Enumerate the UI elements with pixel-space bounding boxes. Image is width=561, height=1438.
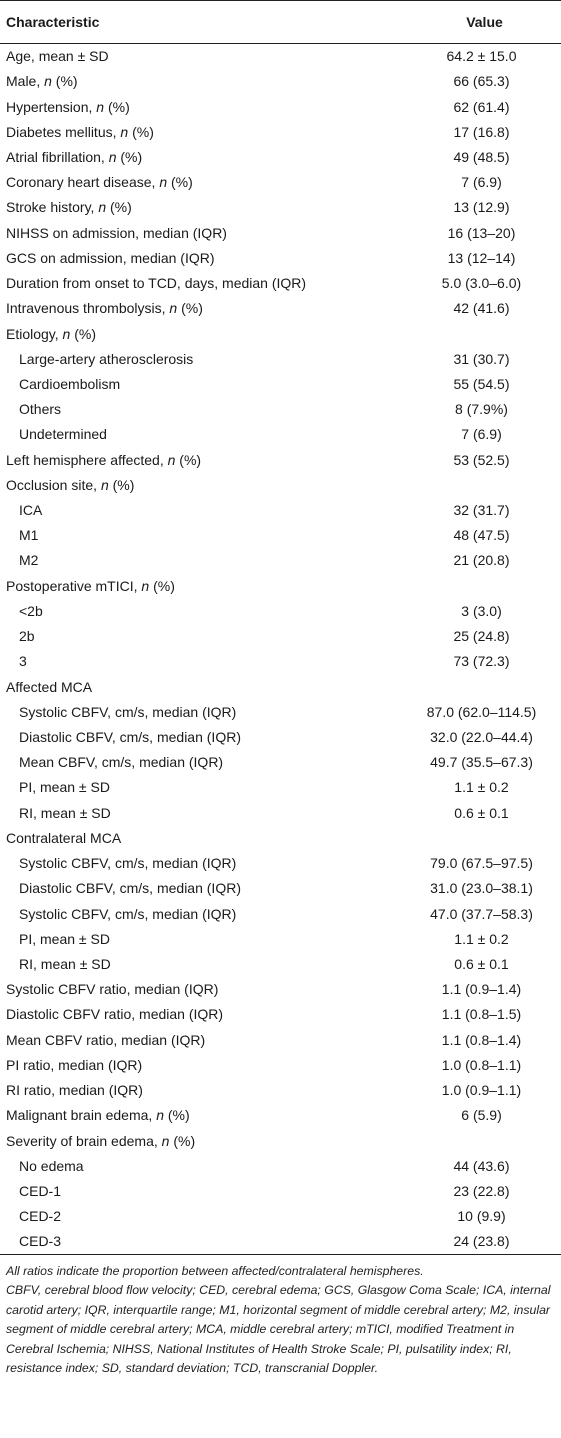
characteristic-label: PI ratio, median (IQR) [6,1056,143,1073]
table-row [0,144,561,169]
table-row [0,397,561,422]
row-value: 1.1 (0.8–1.5) [441,1006,522,1023]
table-row [0,649,561,674]
characteristic-label: NIHSS on admission, median (IQR) [6,224,227,241]
row-characteristic [0,119,402,144]
characteristic-label: Atrial fibrillation, [6,148,109,165]
count-symbol: n [141,577,150,594]
row-value: 24 (23.8) [402,1229,561,1254]
row-value: 7 (6.9) [461,174,502,191]
table-row [0,220,561,245]
characteristic-label: Diabetes mellitus, [6,123,121,140]
table-row [0,548,561,573]
table-row [0,598,561,623]
table-row [0,44,561,69]
characteristic-label: Stroke history, [6,199,99,216]
row-value: 32 (31.7) [453,502,510,519]
table-row [0,371,561,396]
table-row [0,472,561,497]
table-row [0,1128,561,1153]
row-value: 5.0 (3.0–6.0) [441,275,522,292]
row-characteristic [0,447,402,472]
row-value: 87.0 (62.0–114.5) [426,703,537,720]
row-characteristic [0,296,402,321]
row-characteristic [0,1027,402,1052]
table-row [0,497,561,522]
row-value [402,573,561,598]
table-row [0,296,561,321]
row-value: 55 (54.5) [453,375,510,392]
row-value: 25 (24.8) [453,628,510,645]
row-value: 16 (13–20) [447,224,516,241]
row-characteristic [0,472,402,497]
row-characteristic [0,270,402,295]
row-characteristic [0,94,402,119]
characteristic-label: Others [19,401,62,418]
row-characteristic [0,1103,402,1128]
table-body [0,44,561,1255]
table-row [0,1027,561,1052]
table-row [0,977,561,1002]
characteristic-label: Diastolic CBFV, cm/s, median (IQR) [19,880,241,897]
characteristic-unit: (%) [106,199,132,216]
row-characteristic [0,1002,402,1027]
characteristic-label: Duration from onset to TCD, days, median (IQR) [6,275,307,292]
table-row [0,901,561,926]
row-characteristic [0,144,402,169]
row-characteristic [0,825,402,850]
ratio-footnote: All ratios indicate the proportion between affected/contralateral hemispheres. [6,1263,424,1278]
row-characteristic [0,220,402,245]
table-row [0,170,561,195]
characteristic-label: Etiology, [6,325,63,342]
row-value: 6 (5.9) [461,1107,502,1124]
row-value: 1.0 (0.8–1.1) [441,1056,522,1073]
row-value [402,472,561,497]
row-value: 1.1 (0.8–1.4) [441,1031,522,1048]
row-value [402,825,561,850]
characteristic-label: Coronary heart disease, [6,174,160,191]
abbreviations-footnote: CBFV, cerebral blood flow velocity; CED, cerebral edema; GCS, Glasgow Coma Scale; ICA, internal carotid artery; IQR, interquartile range; M1, horizontal segment of middle cerebral artery; M2, insular segment of middle cerebral artery; MCA, middle cerebral artery; mTICI, modified Treatment in Cerebral Ischemia; NIHSS, National Institutes of Health Stroke Scale; PI, pulsatility index; RI, resistance index; SD, standard deviation; TCD, transcranial Doppler. [6,1283,551,1376]
count-symbol: n [108,148,117,165]
row-value: 1.1 ± 0.2 [454,930,509,947]
row-characteristic [0,170,402,195]
characteristic-label: Severity of brain edema, [6,1132,162,1149]
count-symbol: n [98,199,107,216]
table-row [0,69,561,94]
row-characteristic [0,699,402,724]
row-value: 62 (61.4) [453,98,510,115]
table-row [0,1052,561,1077]
table-row [0,422,561,447]
row-characteristic [0,548,402,573]
row-characteristic [0,851,402,876]
row-value: 10 (9.9) [457,1208,506,1225]
characteristic-label: Undetermined [19,426,107,443]
row-characteristic [0,624,402,649]
row-value: 79.0 (67.5–97.5) [430,855,533,872]
characteristic-label: ICA [19,502,43,519]
characteristic-label: RI ratio, median (IQR) [6,1082,143,1099]
row-characteristic [0,901,402,926]
characteristic-label: Diastolic CBFV ratio, median (IQR) [6,1006,224,1023]
characteristic-label: Contralateral MCA [6,829,122,846]
row-value: 64.2 ± 15.0 [446,48,517,65]
characteristic-label: PI, mean ± SD [19,779,110,796]
characteristic-label: RI, mean ± SD [19,955,111,972]
row-characteristic [0,1204,402,1229]
table-row [0,1178,561,1203]
row-characteristic [0,422,402,447]
table-row [0,1077,561,1102]
header-row [0,1,561,44]
table-row [0,876,561,901]
characteristic-label: Diastolic CBFV, cm/s, median (IQR) [19,729,241,746]
row-value: 7 (6.9) [461,426,502,443]
row-characteristic [0,1229,402,1254]
row-value: 1.0 (0.9–1.1) [441,1082,522,1099]
characteristic-label: Left hemisphere affected, [6,451,168,468]
row-value: 53 (52.5) [453,451,510,468]
table-row [0,447,561,472]
characteristic-label: 2b [19,628,35,645]
count-symbol: n [62,325,71,342]
row-value: 17 (16.8) [453,123,510,140]
row-value: 0.6 ± 0.1 [454,955,509,972]
table-row [0,119,561,144]
characteristic-label: CED-2 [19,1208,62,1225]
characteristic-label: Systolic CBFV, cm/s, median (IQR) [19,905,237,922]
table-row [0,851,561,876]
table-row [0,94,561,119]
table-row [0,573,561,598]
row-value: 31.0 (23.0–38.1) [430,880,533,897]
row-value: 13 (12–14) [447,249,516,266]
count-symbol: n [100,476,109,493]
row-value: 13 (12.9) [453,199,510,216]
row-characteristic [0,750,402,775]
row-value: 49 (48.5) [453,148,510,165]
characteristic-unit: (%) [70,325,97,342]
characteristic-label: CED-1 [19,1182,62,1199]
characteristic-label: Age, mean ± SD [6,48,109,65]
row-characteristic [0,1153,402,1178]
characteristic-label: 3 [19,653,27,670]
row-value: 49.7 (35.5–67.3) [430,754,533,771]
characteristic-unit: (%) [164,1107,190,1124]
characteristic-label: Mean CBFV, cm/s, median (IQR) [19,754,224,771]
table-row [0,245,561,270]
row-characteristic [0,397,402,422]
row-characteristic [0,926,402,951]
table-row [0,926,561,951]
row-value: 73 (72.3) [453,653,510,670]
row-characteristic [0,876,402,901]
characteristic-label: CED-3 [19,1233,62,1250]
table-row [0,1103,561,1128]
table-row [0,1153,561,1178]
table-row [0,1229,561,1254]
table-row [0,674,561,699]
count-symbol: n [161,1132,170,1149]
row-characteristic [0,195,402,220]
row-value [402,321,561,346]
row-value: 42 (41.6) [453,300,510,317]
characteristic-label: Intravenous thrombolysis, [6,300,170,317]
characteristic-label: Affected MCA [6,678,93,695]
characteristic-label: <2b [19,602,43,619]
row-value: 31 (30.7) [453,350,510,367]
characteristic-unit: (%) [149,577,175,594]
row-characteristic [0,1178,402,1203]
table-row [0,951,561,976]
row-characteristic [0,775,402,800]
table-row [0,195,561,220]
column-header-value: Value [402,1,561,44]
row-characteristic [0,245,402,270]
characteristic-unit: (%) [167,174,193,191]
row-characteristic [0,724,402,749]
table-row [0,775,561,800]
table-row [0,270,561,295]
row-characteristic [0,800,402,825]
characteristic-label: GCS on admission, median (IQR) [6,249,215,266]
table-row [0,825,561,850]
row-value: 3 (3.0) [461,602,502,619]
count-symbol: n [156,1107,164,1124]
row-characteristic [0,371,402,396]
row-value: 1.1 (0.9–1.4) [441,981,522,998]
row-characteristic [0,1128,402,1153]
characteristic-unit: (%) [104,98,130,115]
characteristic-unit: (%) [108,476,135,493]
characteristic-label: Large-artery atherosclerosis [19,350,194,367]
row-value: 8 (7.9%) [455,401,508,418]
row-value: 66 (65.3) [453,73,510,90]
row-characteristic [0,977,402,1002]
table-row [0,1204,561,1229]
row-characteristic [0,674,402,699]
row-value: 47.0 (37.7–58.3) [430,905,533,922]
characteristic-unit: (%) [169,1132,196,1149]
characteristic-label: Male, [6,73,45,90]
column-header-characteristic: Characteristic [0,1,402,44]
row-characteristic [0,573,402,598]
characteristic-unit: (%) [51,73,78,90]
characteristic-label: Mean CBFV ratio, median (IQR) [6,1031,206,1048]
row-characteristic [0,321,402,346]
table-row [0,699,561,724]
characteristic-label: Cardioembolism [19,375,121,392]
row-characteristic [0,649,402,674]
row-value: 44 (43.6) [453,1157,510,1174]
characteristic-label: PI, mean ± SD [19,930,110,947]
characteristic-unit: (%) [177,300,203,317]
row-characteristic [0,598,402,623]
table-row [0,724,561,749]
row-characteristic [0,1052,402,1077]
table-row [0,321,561,346]
row-characteristic [0,523,402,548]
row-characteristic [0,44,402,69]
count-symbol: n [120,123,129,140]
row-characteristic [0,1077,402,1102]
count-symbol: n [96,98,105,115]
table-row [0,346,561,371]
row-value [402,1128,561,1153]
characteristic-label: M1 [19,527,39,544]
row-value: 23 (22.8) [453,1182,510,1199]
count-symbol: n [44,73,52,90]
count-symbol: n [167,451,176,468]
characteristic-label: M2 [19,552,39,569]
characteristic-unit: (%) [128,123,154,140]
row-characteristic [0,951,402,976]
characteristic-label: Hypertension, [6,98,97,115]
row-characteristic [0,69,402,94]
characteristic-label: No edema [19,1157,84,1174]
count-symbol: n [169,300,178,317]
row-value: 1.1 ± 0.2 [454,779,509,796]
row-value: 21 (20.8) [453,552,510,569]
row-value: 48 (47.5) [453,527,510,544]
table-row [0,523,561,548]
characteristic-label: Systolic CBFV ratio, median (IQR) [6,981,219,998]
table-header [0,1,561,44]
table-row [0,800,561,825]
characteristic-unit: (%) [116,148,143,165]
characteristic-label: Malignant brain edema, [6,1107,157,1124]
row-value: 0.6 ± 0.1 [454,804,509,821]
characteristic-label: Postoperative mTICI, [6,577,142,594]
row-characteristic [0,497,402,522]
characteristic-label: Systolic CBFV, cm/s, median (IQR) [19,855,237,872]
characteristic-label: Occlusion site, [6,476,101,493]
row-value: 32.0 (22.0–44.4) [430,729,533,746]
table-row [0,1002,561,1027]
characteristic-unit: (%) [175,451,202,468]
characteristic-label: RI, mean ± SD [19,804,111,821]
characteristic-label: Systolic CBFV, cm/s, median (IQR) [19,703,237,720]
table-row [0,624,561,649]
row-characteristic [0,346,402,371]
count-symbol: n [159,174,168,191]
table-row [0,750,561,775]
row-value [402,674,561,699]
table-footnotes [0,1255,561,1380]
